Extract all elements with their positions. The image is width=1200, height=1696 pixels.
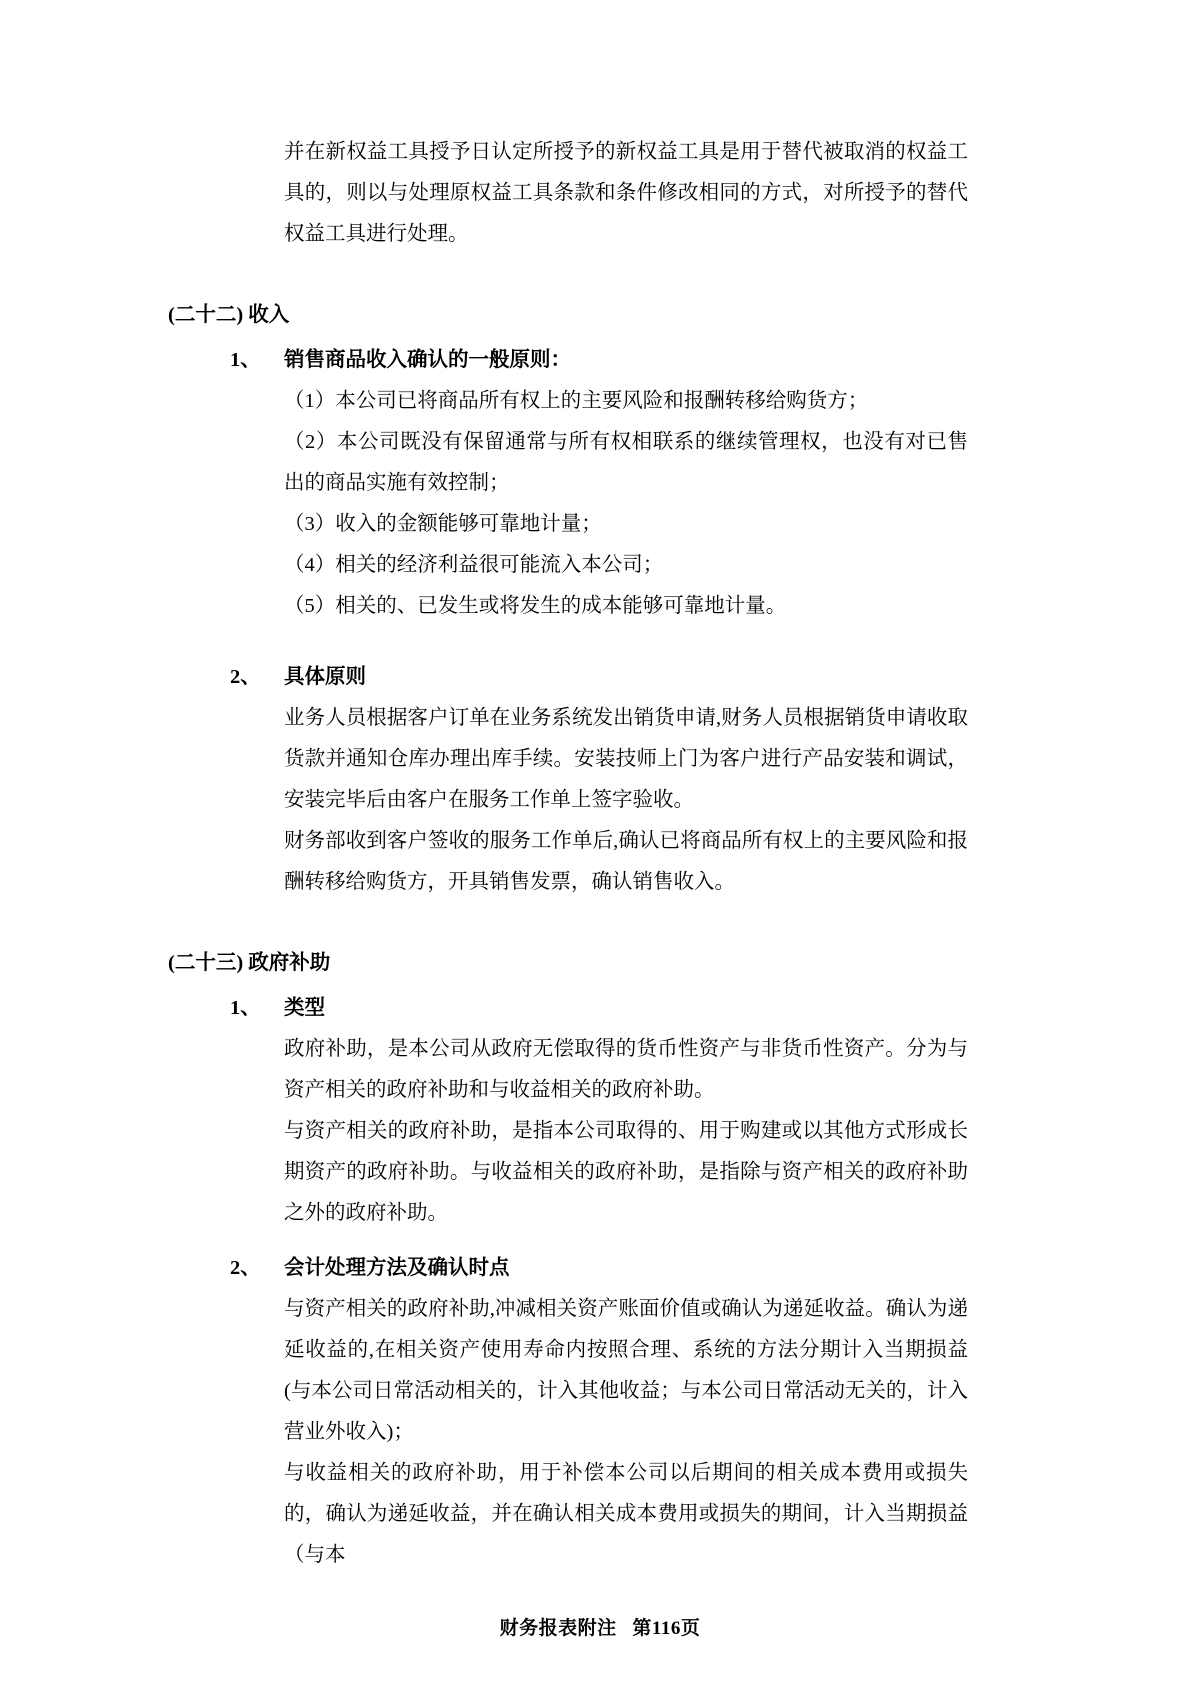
item-title: 销售商品收入确认的一般原则： — [284, 349, 571, 371]
paragraph: （3）收入的金额能够可靠地计量； — [284, 513, 602, 535]
paragraph: （1）本公司已将商品所有权上的主要风险和报酬转移给购货方； — [284, 390, 869, 412]
footer-label: 财务报表附注 — [499, 1618, 617, 1639]
item-title: 具体原则 — [284, 666, 366, 688]
paragraph: 与资产相关的政府补助,冲减相关资产账面价值或确认为递延收益。确认为递延收益的,在相关资产使用寿命内按照合理、系统的方法分期计入当期损益(与本公司日常活动相关的，计入其他收益；与本公司日常活动无关的，计入营业外收入)； — [284, 1298, 968, 1443]
spacer — [168, 255, 968, 295]
paragraph: （4）相关的经济利益很可能流入本公司； — [284, 554, 664, 576]
paragraph: （5）相关的、已发生或将发生的成本能够可靠地计量。 — [284, 595, 787, 617]
list-item-header — [230, 988, 968, 1029]
intro-paragraph: 并在新权益工具授予日认定所授予的新权益工具是用于替代被取消的权益工具的，则以与处理原权益工具条款和条件修改相同的方式，对所授予的替代权益工具进行处理。 — [284, 141, 968, 245]
list-item-header — [230, 340, 968, 381]
document-content — [168, 132, 968, 1576]
item-title: 会计处理方法及确认时点 — [284, 1257, 510, 1279]
spacer — [168, 627, 968, 653]
footer-page-number: 第116页 — [632, 1618, 701, 1639]
paragraph: 与收益相关的政府补助，用于补偿本公司以后期间的相关成本费用或损失的，确认为递延收益，并在确认相关成本费用或损失的期间，计入当期损益（与本 — [284, 1462, 968, 1566]
section-heading-revenue: (二十二) 收入 — [168, 304, 290, 326]
list-item-header — [230, 1248, 968, 1289]
page-footer — [0, 1613, 1200, 1640]
item-title: 类型 — [284, 997, 325, 1019]
paragraph: 政府补助，是本公司从政府无偿取得的货币性资产与非货币性资产。分为与资产相关的政府补助和与收益相关的政府补助。 — [284, 1038, 968, 1101]
section-heading-government-grants: (二十三) 政府补助 — [168, 952, 331, 974]
item-number: 2、 — [230, 666, 261, 688]
item-number: 1、 — [230, 349, 261, 371]
item-number: 2、 — [230, 1257, 261, 1279]
spacer — [168, 1234, 968, 1244]
paragraph: 与资产相关的政府补助，是指本公司取得的、用于购建或以其他方式形成长期资产的政府补助。与收益相关的政府补助，是指除与资产相关的政府补助之外的政府补助。 — [284, 1120, 968, 1224]
item-number: 1、 — [230, 997, 261, 1019]
spacer — [168, 903, 968, 943]
paragraph: 财务部收到客户签收的服务工作单后,确认已将商品所有权上的主要风险和报酬转移给购货方，开具销售发票，确认销售收入。 — [284, 830, 968, 893]
list-item-header — [230, 657, 968, 698]
paragraph: 业务人员根据客户订单在业务系统发出销货申请,财务人员根据销货申请收取货款并通知仓库办理出库手续。安装技师上门为客户进行产品安装和调试，安装完毕后由客户在服务工作单上签字验收。 — [284, 707, 968, 811]
paragraph: （2）本公司既没有保留通常与所有权相联系的继续管理权，也没有对已售出的商品实施有效控制； — [284, 431, 968, 494]
